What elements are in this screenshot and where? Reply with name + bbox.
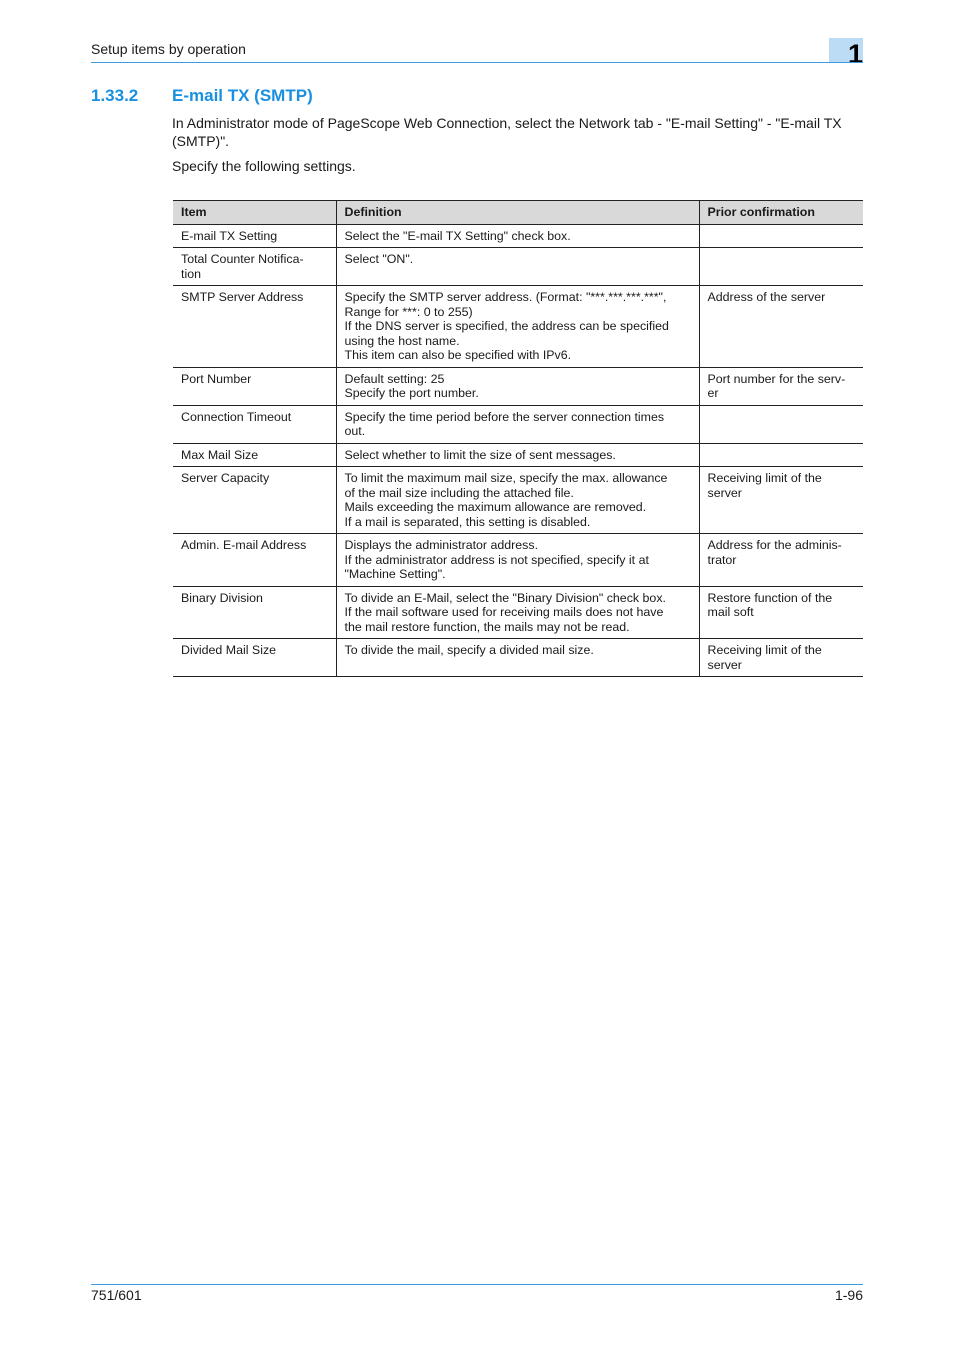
cell-item [173,639,336,677]
cell-text-line: Select the "E-mail TX Setting" check box. [344,228,571,243]
section-number: 1.33.2 [91,86,139,105]
cell-text-line: of the mail size including the attached file. [344,485,574,500]
cell-definition [336,443,699,467]
settings-table [173,200,863,677]
cell-text-line: using the host name. [344,333,460,348]
table-row [173,367,863,405]
cell-text-line: tion [181,266,201,281]
cell-definition [336,224,699,248]
cell-text-line: Select "ON". [344,252,414,266]
table-row [173,443,863,467]
cell-prior-confirmation [699,586,863,639]
cell-text-line: Receiving limit of the [707,471,822,485]
table-row [173,467,863,534]
table-body [173,224,863,677]
table-row [173,639,863,677]
cell-text-line: mail soft [707,605,754,619]
header-divider [91,62,863,63]
cell-definition [336,286,699,368]
cell-text-line: Restore function of the [707,590,833,605]
cell-text-line: Port number for the serv- [707,371,846,386]
cell-text-line: Address for the adminis- [707,538,842,552]
cell-item [173,367,336,405]
table-header-row [173,201,863,225]
cell-text-line: er [707,386,719,400]
footer-model: 751/601 [91,1287,142,1303]
footer-page-number: 1-96 [834,1287,863,1303]
cell-prior-confirmation [699,467,863,534]
cell-text-line: Specify the time period before the server connection times [344,409,665,424]
cell-definition [336,639,699,677]
cell-item [173,443,336,467]
cell-text-line: Select whether to limit the size of sent messages. [344,447,616,462]
chapter-number: 1 [847,39,863,69]
cell-text-line: If the mail software used for receiving mails does not have [344,605,664,619]
cell-text-line: Range for ***: 0 to 255) [344,304,473,319]
cell-text-line: Address of the server [707,290,826,304]
cell-text-line: server [707,485,742,500]
cell-prior-confirmation [699,443,863,467]
cell-prior-confirmation [699,248,863,286]
cell-text-line: Connection Timeout [181,409,292,424]
cell-definition [336,534,699,587]
cell-text-line: trator [707,552,737,567]
cell-text-line: Receiving limit of the [707,643,822,657]
chapter-badge [829,38,863,69]
table-row [173,224,863,248]
table-row [173,534,863,587]
column-header-item: Item [173,201,336,225]
cell-item [173,586,336,639]
table-row [173,286,863,368]
cell-text-line: To divide the mail, specify a divided mail size. [344,643,594,657]
cell-item [173,224,336,248]
cell-text-line: "Machine Setting". [344,567,446,581]
footer-divider [91,1284,863,1285]
cell-text-line: Port Number [181,371,252,386]
cell-prior-confirmation [699,405,863,443]
intro-paragraph: In Administrator mode of PageScope Web Connection, select the Network tab - "E-mail Setting" - "E-mail TX (SMTP)". [172,115,842,149]
cell-text-line: Specify the SMTP server address. (Format: "***.***.***.***", [344,290,667,304]
table-row [173,405,863,443]
cell-text-line: Default setting: 25 [344,371,445,386]
cell-text-line: Max Mail Size [181,447,259,462]
running-header: Setup items by operation [91,41,246,57]
cell-item [173,286,336,368]
cell-text-line: If the administrator address is not specified, specify it at [344,552,649,567]
column-header-prior-confirmation: Prior confirmation [699,201,863,225]
cell-text-line: Mails exceeding the maximum allowance are removed. [344,500,647,514]
cell-item [173,405,336,443]
cell-text-line: If a mail is separated, this setting is disabled. [344,514,591,529]
cell-text-line: Binary Division [181,590,263,605]
cell-text-line: Total Counter Notifica- [181,252,304,266]
cell-definition [336,248,699,286]
cell-text-line: the mail restore function, the mails may not be read. [344,619,630,634]
cell-text-line: Admin. E-mail Address [181,538,307,552]
table-row [173,248,863,286]
cell-text-line: out. [344,424,366,438]
cell-text-line: SMTP Server Address [181,290,304,304]
cell-text-line: Divided Mail Size [181,643,277,657]
cell-prior-confirmation [699,224,863,248]
cell-text-line: E-mail TX Setting [181,228,278,243]
cell-prior-confirmation [699,534,863,587]
cell-prior-confirmation [699,639,863,677]
cell-text-line: server [707,657,742,672]
section-title: E-mail TX (SMTP) [172,86,313,105]
cell-text-line: To limit the maximum mail size, specify the max. allowance [344,471,668,485]
cell-text-line: Server Capacity [181,471,270,485]
cell-definition [336,467,699,534]
cell-text-line: This item can also be specified with IPv6. [344,348,572,362]
cell-text-line: Specify the port number. [344,386,479,400]
cell-prior-confirmation [699,367,863,405]
cell-definition [336,586,699,639]
cell-item [173,534,336,587]
column-header-definition: Definition [336,201,699,225]
cell-text-line: To divide an E-Mail, select the "Binary Division" check box. [344,590,666,605]
cell-text-line: If the DNS server is specified, the address can be specified [344,319,669,333]
cell-prior-confirmation [699,286,863,368]
cell-item [173,248,336,286]
instruction-paragraph: Specify the following settings. [172,158,356,174]
cell-definition [336,367,699,405]
cell-definition [336,405,699,443]
cell-text-line: Displays the administrator address. [344,538,539,552]
table-row [173,586,863,639]
cell-item [173,467,336,534]
